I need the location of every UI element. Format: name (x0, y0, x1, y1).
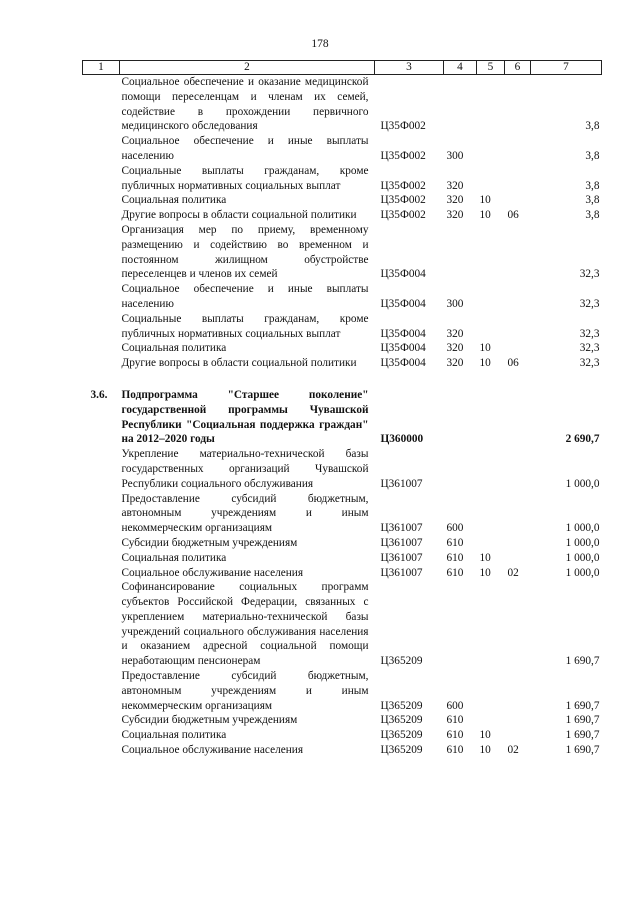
row-code: Ц361007 (380, 566, 423, 579)
row-code: Ц35Ф004 (380, 342, 426, 355)
table-row (83, 492, 602, 536)
row-name: Социальная политика (121, 551, 227, 564)
row-expense-type: 320 (446, 342, 464, 355)
row-section (477, 536, 505, 551)
row-expense-type (444, 447, 477, 491)
row-number (83, 356, 120, 371)
row-expense-type: 320 (446, 327, 464, 340)
row-subsection (505, 713, 531, 728)
page-number: 178 (311, 38, 329, 50)
row-subsection: 02 (507, 566, 519, 579)
table-row (83, 371, 602, 447)
row-subsection (505, 193, 531, 208)
row-amount: 32,3 (579, 327, 600, 340)
row-amount: 3,8 (585, 179, 600, 192)
row-code: Ц361007 (380, 477, 423, 490)
row-amount: 1 690,7 (565, 655, 600, 668)
row-amount: 3,8 (585, 149, 600, 162)
row-expense-type: 610 (446, 714, 464, 727)
row-section: 10 (479, 194, 491, 207)
row-amount: 1 000,0 (565, 522, 600, 535)
table-row (83, 447, 602, 491)
table-header-row (83, 61, 602, 75)
table-row (83, 134, 602, 164)
row-name: Социальная политика (121, 194, 227, 207)
row-section (477, 312, 505, 342)
row-subsection (505, 536, 531, 551)
row-section: 10 (479, 729, 491, 742)
row-number (83, 580, 120, 669)
row-section: 10 (479, 357, 491, 370)
row-name: Социальное обеспечение и иные выплаты населению (121, 135, 369, 162)
row-code: Ц361007 (380, 522, 423, 535)
row-number (83, 669, 120, 713)
row-code: Ц35Ф004 (380, 357, 426, 370)
table-row (83, 356, 602, 371)
row-name: Другие вопросы в области социальной политики (121, 209, 357, 222)
column-header: 2 (120, 61, 375, 75)
row-number (83, 134, 120, 164)
row-number: 3.6. (90, 388, 108, 401)
row-code: Ц365209 (380, 744, 423, 757)
row-subsection (505, 75, 531, 135)
row-amount: 3,8 (585, 120, 600, 133)
row-subsection (505, 341, 531, 356)
row-name: Субсидии бюджетным учреждениям (121, 714, 298, 727)
row-section (477, 371, 505, 447)
row-expense-type: 320 (446, 194, 464, 207)
row-code: Ц35Ф002 (380, 194, 426, 207)
row-section: 10 (479, 342, 491, 355)
table-row (83, 551, 602, 566)
row-section (477, 580, 505, 669)
row-expense-type (444, 75, 477, 135)
row-expense-type: 320 (446, 209, 464, 222)
row-name: Социальное обеспечение и оказание медицинской помощи переселенцам и членам их семей, содействие в прохождении первичного медицинского обследования (121, 76, 369, 133)
row-amount: 3,8 (585, 209, 600, 222)
row-subsection (505, 551, 531, 566)
row-code: Ц361007 (380, 551, 423, 564)
table-row (83, 164, 602, 194)
row-code: Ц365209 (380, 699, 423, 712)
row-expense-type (444, 580, 477, 669)
row-subsection (505, 580, 531, 669)
column-header: 5 (477, 61, 505, 75)
row-subsection (505, 728, 531, 743)
row-name: Предоставление субсидий бюджетным, автономным учреждениям и иным некоммерческим организациям (121, 670, 369, 712)
column-header: 3 (375, 61, 444, 75)
budget-table (82, 60, 602, 758)
row-subsection (505, 223, 531, 282)
row-number (83, 312, 120, 342)
table-row (83, 75, 602, 135)
table-row (83, 669, 602, 713)
table-row (83, 312, 602, 342)
row-name: Укрепление материально-технической базы государственных организаций Чувашской Республики социального обслуживания (121, 448, 369, 490)
row-code: Ц35Ф004 (380, 327, 426, 340)
row-subsection (505, 492, 531, 536)
table-row (83, 193, 602, 208)
row-code: Ц35Ф002 (380, 209, 426, 222)
row-name: Социальная политика (121, 729, 227, 742)
row-section: 10 (479, 209, 491, 222)
row-expense-type: 610 (446, 729, 464, 742)
row-number (83, 193, 120, 208)
row-number (83, 713, 120, 728)
row-expense-type: 600 (446, 522, 464, 535)
row-section (477, 447, 505, 491)
row-name: Социальная политика (121, 342, 227, 355)
row-expense-type: 610 (446, 551, 464, 564)
row-amount: 1 690,7 (565, 744, 600, 757)
row-number (83, 536, 120, 551)
row-amount: 1 000,0 (565, 551, 600, 564)
row-subsection (505, 669, 531, 713)
row-section (477, 713, 505, 728)
row-expense-type: 600 (446, 699, 464, 712)
row-name: Субсидии бюджетным учреждениям (121, 536, 298, 549)
row-name: Организация мер по приему, временному размещению и содействию во временном и постоянном жилищном обустройстве переселенцев и членов их семей (121, 223, 369, 281)
row-section (477, 223, 505, 282)
row-section (477, 134, 505, 164)
table-row (83, 566, 602, 581)
row-amount: 1 000,0 (565, 536, 600, 549)
row-number (83, 447, 120, 491)
row-number (83, 208, 120, 223)
column-header: 7 (531, 61, 602, 75)
row-number (83, 492, 120, 536)
row-expense-type: 320 (446, 357, 464, 370)
row-number (83, 551, 120, 566)
table-row (83, 728, 602, 743)
row-amount: 32,3 (579, 297, 600, 310)
row-number (83, 164, 120, 194)
row-expense-type (444, 223, 477, 282)
row-number (83, 75, 120, 135)
row-section: 10 (479, 551, 491, 564)
row-code: Ц360000 (380, 433, 424, 446)
row-amount: 32,3 (579, 357, 600, 370)
row-name: Другие вопросы в области социальной политики (121, 357, 357, 370)
row-expense-type: 610 (446, 536, 464, 549)
row-section (477, 282, 505, 312)
row-subsection (505, 282, 531, 312)
row-name: Социальные выплаты гражданам, кроме публичных нормативных социальных выплат (121, 164, 369, 192)
row-section (477, 492, 505, 536)
row-section (477, 669, 505, 713)
row-amount: 1 690,7 (565, 729, 600, 742)
row-name: Социальное обслуживание населения (121, 744, 304, 757)
row-number (83, 223, 120, 282)
row-section: 10 (479, 566, 491, 579)
row-number (83, 341, 120, 356)
column-header: 4 (444, 61, 477, 75)
row-code: Ц35Ф002 (380, 179, 426, 192)
row-section (477, 164, 505, 194)
row-expense-type: 300 (446, 149, 464, 162)
row-amount: 1 000,0 (565, 477, 600, 490)
row-expense-type: 320 (446, 179, 464, 192)
row-name: Предоставление субсидий бюджетным, автономным учреждениям и иным некоммерческим организациям (121, 492, 369, 535)
row-subsection (505, 447, 531, 491)
row-section (477, 75, 505, 135)
table-row (83, 743, 602, 758)
row-amount: 2 690,7 (565, 433, 600, 446)
column-header: 6 (505, 61, 531, 75)
row-code: Ц365209 (380, 714, 423, 727)
row-expense-type: 300 (446, 297, 464, 310)
table-row (83, 536, 602, 551)
row-amount: 1 690,7 (565, 714, 600, 727)
row-name: Социальное обслуживание населения (121, 566, 304, 579)
table-row (83, 282, 602, 312)
row-amount: 1 000,0 (565, 566, 600, 579)
row-section: 10 (479, 744, 491, 757)
table-row (83, 713, 602, 728)
row-code: Ц35Ф002 (380, 120, 426, 133)
row-subsection (505, 312, 531, 342)
row-amount: 3,8 (585, 194, 600, 207)
row-amount: 32,3 (579, 268, 600, 281)
row-amount: 32,3 (579, 342, 600, 355)
column-header: 1 (83, 61, 120, 75)
row-number (83, 282, 120, 312)
table-row (83, 223, 602, 282)
row-expense-type (444, 371, 477, 447)
row-number (83, 566, 120, 581)
row-subsection (505, 134, 531, 164)
row-code: Ц365209 (380, 729, 423, 742)
row-number (83, 743, 120, 758)
row-expense-type: 610 (446, 566, 464, 579)
row-code: Ц35Ф004 (380, 268, 426, 281)
row-subsection: 06 (507, 209, 519, 222)
row-code: Ц35Ф004 (380, 297, 426, 310)
row-expense-type: 610 (446, 744, 464, 757)
row-code: Ц35Ф002 (380, 149, 426, 162)
table-row (83, 341, 602, 356)
row-subsection: 02 (507, 744, 519, 757)
row-code: Ц361007 (380, 536, 423, 549)
row-code: Ц365209 (380, 655, 423, 668)
row-name: Подпрограмма "Старшее поколение" государственной программы Чувашской Республики "Социальная поддержка граждан" на 2012–2020 годы (121, 388, 369, 446)
row-subsection: 06 (507, 357, 519, 370)
table-row (83, 208, 602, 223)
row-subsection (505, 371, 531, 447)
row-name: Социальные выплаты гражданам, кроме публичных нормативных социальных выплат (121, 312, 369, 340)
row-number (83, 728, 120, 743)
row-name: Софинансирование социальных программ субъектов Российской Федерации, связанных с укреплением материально-технической базы учреждений социального обслуживания населения и оказанием адресной социальной помощи неработающим пенсионерам (121, 581, 369, 668)
row-name: Социальное обеспечение и иные выплаты населению (121, 283, 369, 310)
table-row (83, 580, 602, 669)
row-subsection (505, 164, 531, 194)
row-amount: 1 690,7 (565, 699, 600, 712)
